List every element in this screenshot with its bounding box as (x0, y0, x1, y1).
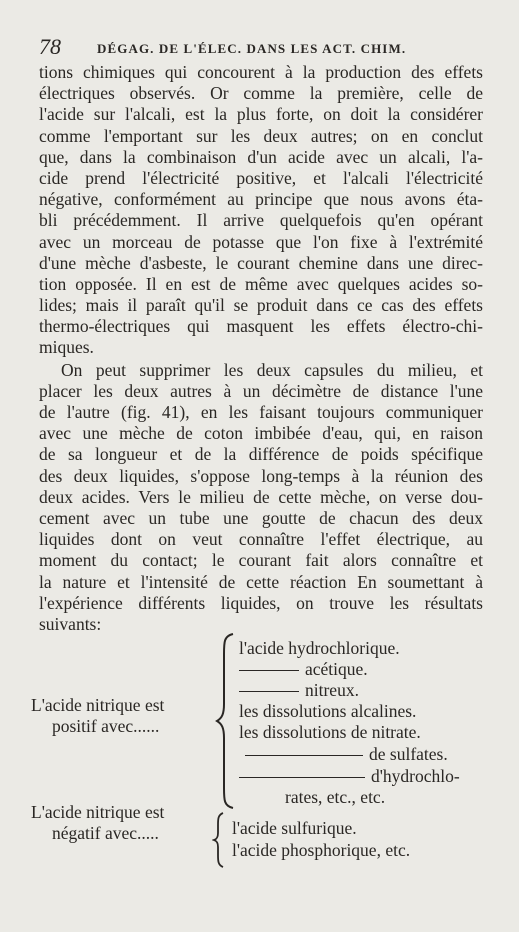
text-line: tion opposée. Il en est de même avec quelques acides so- (39, 273, 483, 294)
positive-item: l'acide hydrochlorique. (239, 638, 400, 658)
left-brace-icon (214, 632, 236, 810)
text-line: avec une mèche de coton imbibée d'eau, qui, en raison (39, 423, 483, 444)
text-line: lides; mais il paraît qu'il se produit dans ce cas des effets (39, 295, 483, 316)
left-brace-icon (212, 811, 226, 869)
text-line: moment du contact; le courant fait alors connaître et (39, 550, 483, 571)
positive-label-line-1: L'acide nitrique est (31, 695, 165, 715)
body-text (39, 62, 483, 635)
negative-label-line-2: négatif avec..... (52, 823, 159, 843)
positive-item: les dissolutions de nitrate. (239, 722, 421, 742)
text-line: de sa longueur et de la différence de poids spécifique (39, 444, 483, 465)
running-head: DÉGAG. DE L'ÉLEC. DANS LES ACT. CHIM. (97, 41, 407, 56)
page-header (39, 34, 484, 60)
text-line: deux acides. Vers le milieu de cette mèche, on verse dou- (39, 486, 483, 507)
positive-item: acétique. (239, 659, 368, 680)
text-line: avec un morceau de potasse que l'on fixe à l'extrémité (39, 231, 483, 252)
text-line: de l'autre (fig. 41), en les faisant toujours communiquer (39, 402, 483, 422)
paragraph-1 (39, 62, 483, 359)
text-line: cide prend l'électricité positive, et l'alcali l'électricité (39, 167, 483, 188)
positive-item: les dissolutions alcalines. (239, 701, 417, 721)
negative-item: l'acide sulfurique. (232, 818, 357, 838)
page-number: 78 (39, 34, 61, 59)
text-line: placer les deux autres à un décimètre de distance l'une (39, 380, 483, 401)
ditto-dash (239, 777, 365, 778)
text-line: l'expérience différents liquides, on trouve les résultats (39, 592, 483, 613)
ditto-dash (239, 670, 299, 671)
text-line: thermo-électriques qui masquent les effets électro-chi- (39, 316, 483, 337)
paragraph-2 (39, 360, 483, 635)
negative-item: l'acide phosphorique, etc. (232, 840, 411, 860)
text-line: cement avec un tube une goutte de chacun des deux (39, 507, 483, 528)
text-line: comme l'emportant sur les deux autres; on en conclut (39, 125, 483, 146)
positive-item: rates, etc., etc. (285, 787, 386, 807)
text-line: l'acide sur l'alcali, est la plus forte, on doit la considérer (39, 104, 483, 125)
text-line: des deux liquides, s'oppose long-temps à la réunion des (39, 465, 483, 486)
text-line: liquides dont on veut connaître l'effet électrique, au (39, 529, 483, 550)
text-line: tions chimiques qui concourent à la production des effets (39, 62, 483, 82)
text-line: la nature et l'intensité de cette réaction En soumettant à (39, 571, 483, 592)
text-line: électriques observés. Or comme la première, celle de (39, 83, 483, 104)
text-line: miques. (39, 337, 94, 358)
text-line: bli précédemment. Il arrive quelquefois qu'en opérant (39, 210, 483, 231)
text-line: négative, conformément au principe que nous avons éta- (39, 189, 483, 210)
negative-label-line-1: L'acide nitrique est (31, 802, 165, 822)
ditto-dash (239, 691, 299, 692)
text-line: d'une mèche d'asbeste, le courant chemine dans une direc- (39, 252, 483, 273)
text-line: On peut supprimer les deux capsules du milieu, et (61, 359, 483, 380)
positive-item: de sulfates. (245, 744, 448, 765)
ditto-dash (245, 755, 363, 756)
positive-item: nitreux. (239, 680, 359, 701)
text-line: suivants: (39, 613, 102, 634)
text-line: que, dans la combinaison d'un acide avec un alcali, l'a- (39, 146, 483, 167)
positive-item: d'hydrochlo- (239, 766, 460, 787)
positive-label-line-2: positif avec...... (52, 716, 160, 736)
